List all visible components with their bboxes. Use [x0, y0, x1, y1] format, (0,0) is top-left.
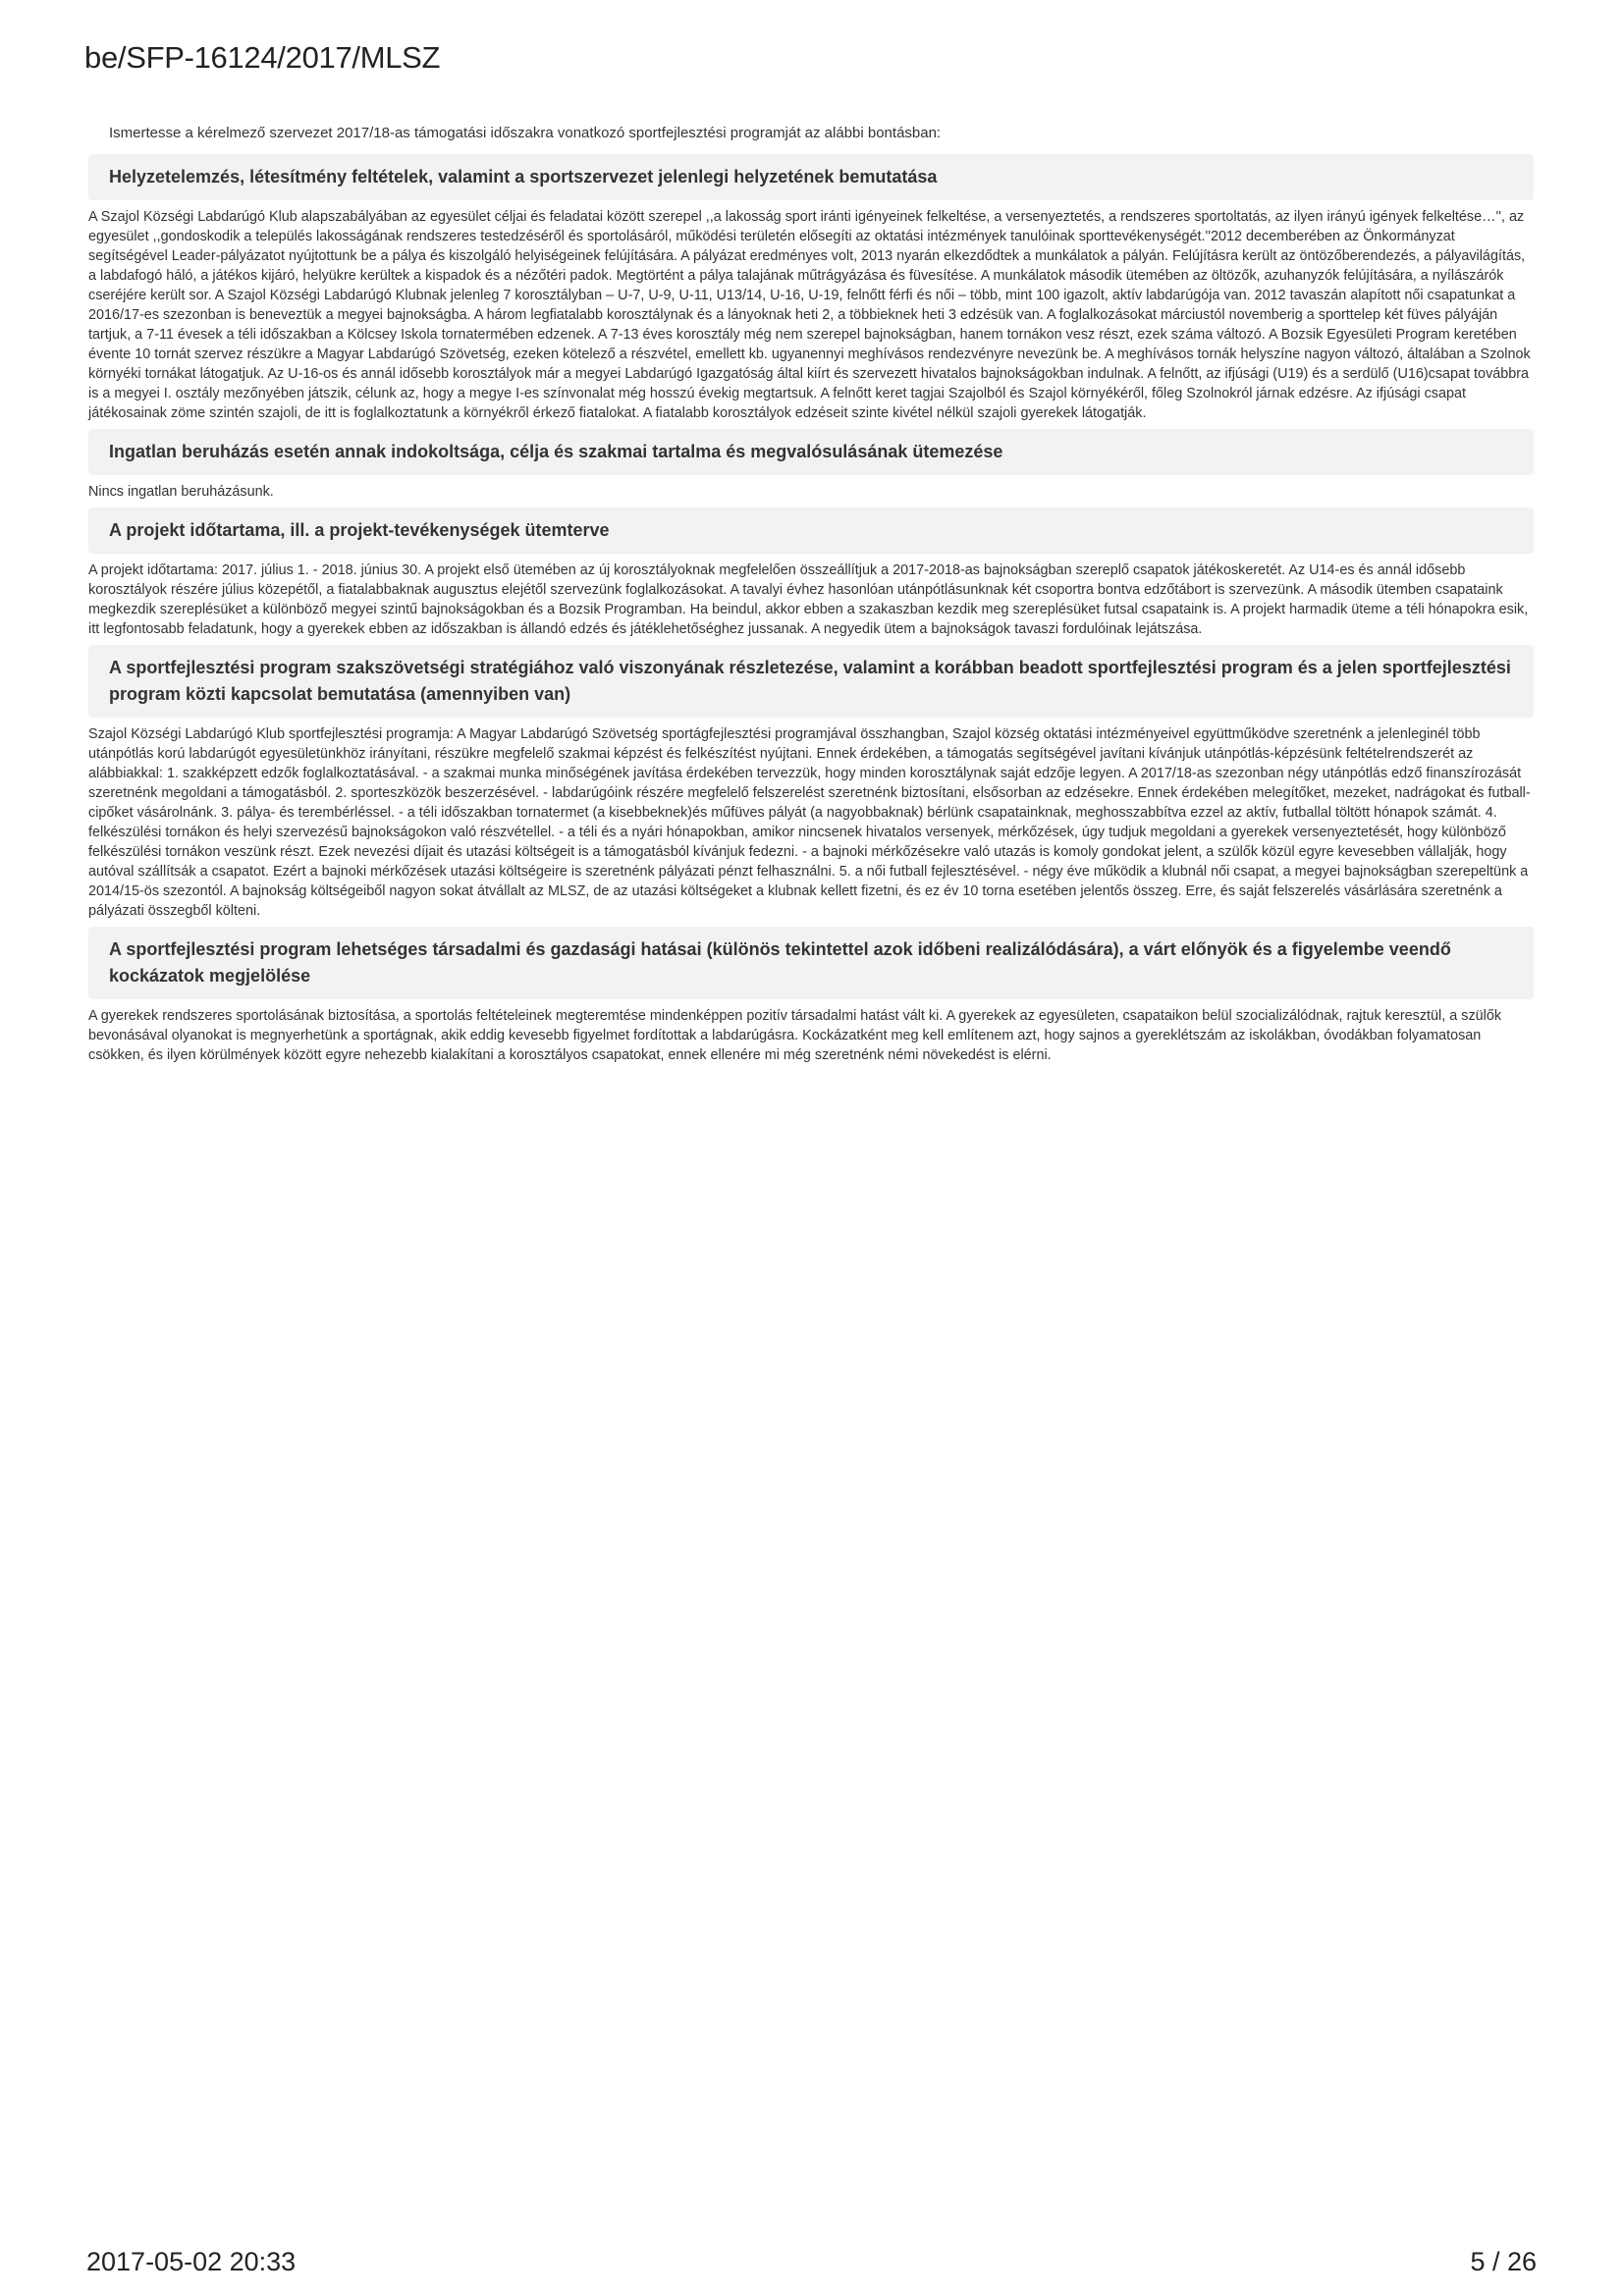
section-heading-social-economic-impact: A sportfejlesztési program lehetséges társadalmi és gazdasági hatásai (különös tekintettel azok időbeni realizálódására), a várt előnyök és a figyelembe veendő kockázatok megjelölése — [88, 927, 1534, 999]
footer-page-number: 5 / 26 — [1470, 2247, 1537, 2276]
section-heading-situation-analysis: Helyzetelemzés, létesítmény feltételek, valamint a sportszervezet jelenlegi helyzetének bemutatása — [88, 154, 1534, 200]
section-body-federation-strategy: Szajol Községi Labdarúgó Klub sportfejlesztési programja: A Magyar Labdarúgó Szövetség sportágfejlesztési programjával összhangban, Szajol község oktatási intézményeivel együttműködve szeretnénk a jelenleginél több utánpótlás korú labdarúgót egyesületünkhöz irányítani, részükre megfelelő szakmai képzést és felkészítést nyújtani. Ennek érdekében, a támogatás segítségével javítani kívánjuk utánpótlás-képzésünk feltételrendszerét az alábbiakkal: 1. szakképzett edzők foglalkoztatásával. - a szakmai munka minőségének javítása érdekében tervezzük, hogy minden korosztálynak saját edzője legyen. A 2017/18-as szezonban négy utánpótlás edző finanszírozását szeretnénk megoldani a támogatásból. 2. sporteszközök beszerzésével. - labdarúgóink részére megfelelő felszerelést szeretnénk biztosítani, elsősorban az edzésekre. Ennek érdekében melegítőket, mezeket, nadrágokat és futball-cipőket vásárolnánk. 3. pálya- és terembérléssel. - a téli időszakban tornatermet (a kisebbeknek)és műfüves pályát (a nagyobbaknak) bérlünk csapatainknak, meghosszabbítva ezzel az aktív, futballal töltött hónapok számát. 4. felkészülési tornákon és helyi szervezésű bajnokságokon való részvétellel. - a téli és a nyári hónapokban, amikor nincsenek hivatalos versenyek, mérkőzések, úgy tudjuk megoldani a gyerekek versenyeztetését, hogy különböző felkészülési tornákon veszünk részt. Ezek nevezési díjait és utazási költségeit is a támogatásból kívánjuk fedezni. - a bajnoki mérkőzésekre való utazás is komoly gondokat jelent, a szülők közül egyre kevesebben vállalják, hogy autóval szállítsák a csapatot. Ezért a bajnoki mérkőzések utazási költségeire is szeretnénk pályázati pénzt felhasználni. 5. a női futball fejlesztésével. - négy éve működik a klubnál női csapat, a megyei bajnokságban szerepeltünk a 2014/15-ös szezontól. A bajnokság költségeiből nagyon sokat átvállalt az MLSZ, de az utazási költségeket a klubnak kellett fizetni, és ez év 10 torna esetében jelentős összeg. Erre, és saját felszerelés vásárlására szeretnénk a pályázati összegből költeni. — [88, 726, 1531, 919]
intro-text: Ismertesse a kérelmező szervezet 2017/18-as támogatási időszakra vonatkozó sportfejlesztési programját az alábbi bontásban: — [109, 125, 942, 141]
footer-timestamp: 2017-05-02 20:33 — [86, 2247, 297, 2276]
section-heading-federation-strategy: A sportfejlesztési program szakszövetségi stratégiához való viszonyának részletezése, valamint a korábban beadott sportfejlesztési program és a jelen sportfejlesztési program közti kapcsolat bemutatása (amennyiben van) — [88, 645, 1534, 718]
section-body-project-schedule: A projekt időtartama: 2017. július 1. - 2018. június 30. A projekt első ütemében az új korosztályoknak megfelelően összeállítjuk a 2017-2018-as bajnokságban szereplő csapatok játékoskeretét. Az U14-es és annál idősebb korosztályok részére július közepétől, a fiatalabbaknak augusztus elejétől szervezünk foglalkozásokat. A tavalyi évhez hasonlóan utánpótlásunknak két csoportra bontva edzőtábort is szervezünk. A második ütemben csapataink megkezdik szereplésüket a különböző megyei szintű bajnokságokban és a Bozsik Programban. Ha beindul, akkor ebben a szakaszban kezdik meg szereplésüket futsal csapataink is. A projekt harmadik üteme a téli hónapokra esik, itt legfontosabb feladatunk, hogy a gyerekek ebben az időszakban is állandó edzés és játéklehetőséghez jussanak. A negyedik ütem a bajnokságok tavaszi fordulóinak lejátszása. — [88, 562, 1529, 637]
section-heading-real-estate-investment: Ingatlan beruházás esetén annak indokoltsága, célja és szakmai tartalma és megvalósulásának ütemezése — [88, 429, 1534, 475]
section-heading-project-schedule: A projekt időtartama, ill. a projekt-tevékenységek ütemterve — [88, 507, 1534, 554]
section-body-real-estate-investment: Nincs ingatlan beruházásunk. — [88, 484, 274, 500]
section-body-social-economic-impact: A gyerekek rendszeres sportolásának biztosítása, a sportolás feltételeinek megteremtése mindenképpen pozitív társadalmi hatást vált ki. A gyerekek az egyesületen, csapataikon belül szocializálódnak, rajtuk keresztül, a szülők bevonásával olyanokat is megnyerhetünk a sportágnak, akik eddig kevesebb figyelmet fordítottak a labdarúgásra. Kockázatként meg kell említenem azt, hogy sajnos a gyereklétszám az iskolákban, óvodákban folyamatosan csökken, és ilyen körülmények között egyre nehezebb kialakítani a korosztályos csapatokat, ennek ellenére mi még szeretnénk némi növekedést is elérni. — [88, 1008, 1502, 1063]
section-body-situation-analysis: A Szajol Községi Labdarúgó Klub alapszabályában az egyesület céljai és feladatai között szerepel ,,a lakosság sport iránti igényeinek felkeltése, a versenyeztetés, a rendszeres sportoltatás, az ilyen irányú igények felkeltése…'', az egyesület ,,gondoskodik a település lakosságának rendszeres testedzéséről és sportolásáról, működési területén elősegíti az oktatási intézmények tanulóinak sporttevékenységét.''2012 decemberében az Önkormányzat segítségével Leader-pályázatot nyújtottunk be a pálya és kiszolgáló helyiségeinek felújítására. A pályázat eredményes volt, 2013 nyarán elkezdődtek a munkálatok a pályán. Felújításra került az öntözőberendezés, a pályavilágítás, a labdafogó háló, a játékos kijáró, helyükre kerültek a kispadok és a nézőtéri padok. Megtörtént a pálya talajának műtrágyázása és füvesítése. A munkálatok második ütemében az öltözők, azuhanyzók felújítására, a nyílászárók cseréjére került sor. A Szajol Községi Labdarúgó Klubnak jelenleg 7 korosztályban – U-7, U-9, U-11, U13/14, U-16, U-19, felnőtt férfi és női – több, mint 100 igazolt, aktív labdarúgója van. 2012 tavaszán alapított női csapatunkat a 2016/17-es szezonban is beneveztük a megyei bajnokságba. A három legfiatalabb korosztálynak és a lányoknak heti 2, a többieknek heti 3 edzésük van. A foglalkozásokat márciustól novemberig a sporttelep két füves pályáján tartjuk, a 7-11 évesek a téli időszakban a Kölcsey Iskola tornatermében edzenek. A 7-13 éves korosztály még nem szerepel bajnokságban, hanem tornákon vesz részt, ezek száma változó. A Bozsik Egyesületi Program keretében évente 10 tornát szervez részükre a Magyar Labdarúgó Szövetség, ezeken kötelező a részvétel, emellett kb. ugyanennyi meghívásos rendezvényre nevezünk be. A meghívásos tornák helyszíne nagyon változó, általában a Szolnok környéki tornákat látogatjuk. Az U-16-os és annál idősebb korosztályok már a megyei Labdarúgó Igazgatóság által kiírt és szervezett hivatalos bajnokságokban indulnak. A felnőtt, az ifjúsági (U19) és a serdülő (U16)csapat továbbra is a megyei I. osztály mezőnyében játszik, célunk az, hogy a megye I-es színvonalat még hosszú évekig megtartsuk. A felnőtt keret tagjai Szajolból és Szajol környékéről, főleg Szolnokról járnak edzésre. Az ifjúsági csapat játékosainak zöme szintén szajoli, de itt is foglalkoztatunk a környékről érkező fiatalokat. A fiatalabb korosztályok edzéseit szinte kivétel nélkül szajoli gyerekek látogatják. — [88, 209, 1531, 421]
document-id: be/SFP-16124/2017/MLSZ — [84, 40, 441, 75]
document-content — [88, 118, 1534, 1071]
